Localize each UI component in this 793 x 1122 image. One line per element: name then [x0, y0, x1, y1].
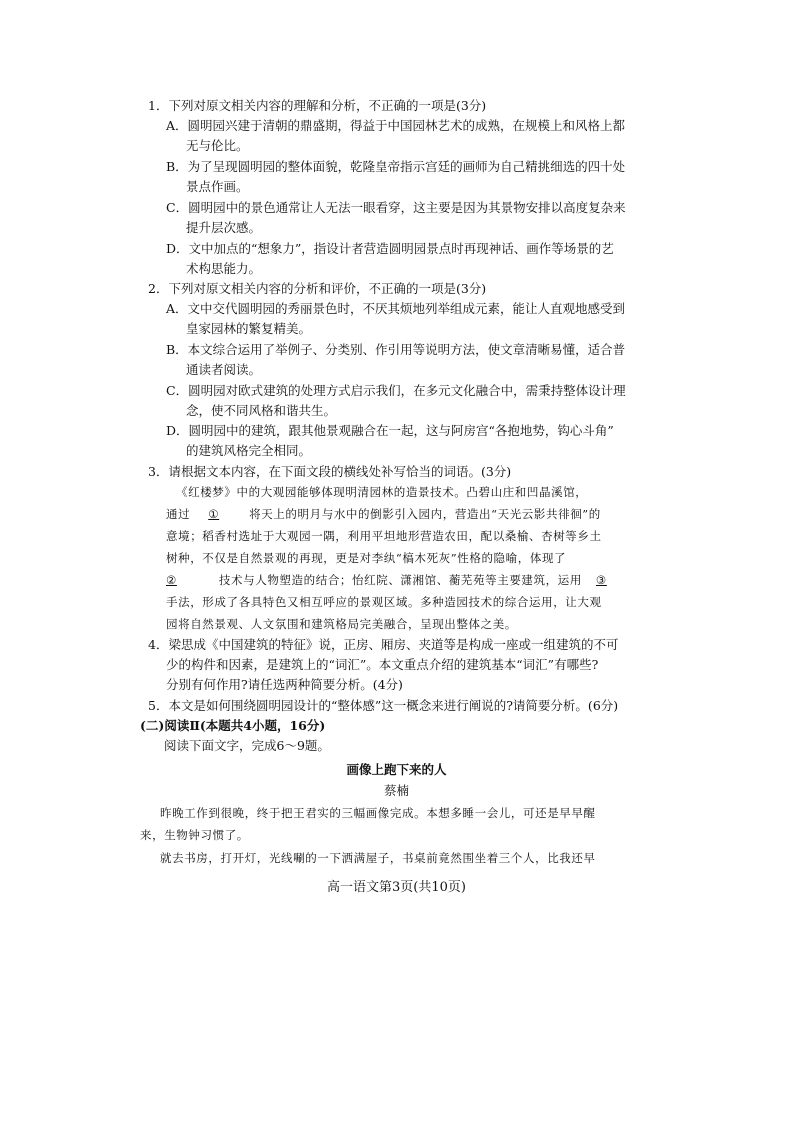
- q3-passage-line-6: 手法，形成了各具特色又相互呼应的景观区域。多种造园技术的综合运用，让大观: [166, 595, 602, 609]
- section-2-title: (二)阅读Ⅱ(本题共4小题，16分): [140, 718, 326, 733]
- q3-blank-1: ①: [208, 507, 220, 521]
- q1-option-c-cont: 提升层次感。: [186, 220, 262, 235]
- q2-option-a-cont: 皇家园林的繁复精美。: [186, 321, 312, 336]
- section-2-instruction: 阅读下面文字，完成6～9题。: [164, 738, 330, 753]
- q2-option-b-cont: 通读者阅读。: [186, 362, 262, 377]
- q3-passage-line-4: 树种，不仅是自然景观的再现，更是对李纨“槁木死灰”性格的隐喻，体现了: [166, 551, 567, 565]
- q3-blank-3: ③: [595, 573, 607, 587]
- q3-line2-rest: 将天上的明月与水中的倒影引入园内，营造出“天光云影共徘徊”的: [249, 507, 601, 521]
- q3-blank-2: ②: [166, 573, 177, 587]
- q3-passage-line-7: 园将自然景观、人文氛围和建筑格局完美融合，呈现出整体之美。: [166, 617, 517, 631]
- page-footer: 高一语文第3页(共10页): [327, 880, 466, 895]
- q3-line2-start: 通过: [166, 507, 191, 521]
- q1-option-b-cont: 景点作画。: [186, 179, 249, 194]
- q3-passage-line-2: [166, 504, 601, 524]
- q5-line-1: 5．本文是如何围绕圆明园设计的“整体感”这一概念来进行阐说的?请简要分析。(6分): [148, 698, 619, 713]
- q3-line5-text: 技术与人物塑造的结合；怡红院、潇湘馆、蘅芜苑等主要建筑，运用: [218, 573, 582, 587]
- q1-option-b: B．为了呈现圆明园的整体面貌，乾隆皇帝指示宫廷的画师为自己精挑细选的四十处: [166, 159, 626, 174]
- q3-passage-line-5: [166, 570, 607, 590]
- q1-option-c: C．圆明园中的景色通常让人无法一眼看穿，这主要是因为其景物安排以高度复杂来: [166, 200, 626, 215]
- q2-option-b: B．本文综合运用了举例子、分类别、作引用等说明方法，使文章清晰易懂，适合普: [166, 342, 626, 357]
- q3-stem: 3．请根据文本内容，在下面文段的横线处补写恰当的词语。(3分): [148, 464, 512, 479]
- q1-option-a: A．圆明园兴建于清朝的鼎盛期，得益于中国园林艺术的成熟，在规模上和风格上都: [166, 118, 626, 133]
- q2-option-d: D．圆明园中的建筑，跟其他景观融合在一起，这与阿房宫“各抱地势，钩心斗角”: [166, 423, 614, 438]
- article-para-1-line-2: 来，生物钟习惯了。: [140, 828, 249, 842]
- q1-option-d: D．文中加点的“想象力”，指设计者营造圆明园景点时再现神话、画作等场景的艺: [166, 241, 614, 256]
- q2-stem: 2．下列对原文相关内容的分析和评价，不正确的一项是(3分): [148, 281, 487, 296]
- q2-option-c-cont: 念，使不同风格和谐共生。: [186, 403, 337, 418]
- article-para-2-line-1: 就去书房，打开灯，光线唰的一下洒满屋子，书桌前竟然围坐着三个人，比我还早: [160, 851, 596, 865]
- q4-line-3: 分别有何作用?请任选两种简要分析。(4分): [166, 677, 403, 692]
- article-author: 蔡楠: [383, 783, 409, 798]
- q3-passage-line-1: 《红楼梦》中的大观园能够体现明清园林的造景技术。凸碧山庄和凹晶溪馆，: [176, 485, 588, 499]
- q3-passage-line-3: 意境；稻香村选址于大观园一隅，利用平坦地形营造农田，配以桑榆、杏树等乡土: [166, 529, 602, 543]
- article-para-1-line-1: 昨晚工作到很晚，终于把王君实的三幅画像完成。本想多睡一会儿，可还是早早醒: [160, 806, 596, 820]
- q4-line-2: 少的构件和因素，是建筑上的“词汇”。本文重点介绍的建筑基本“词汇”有哪些?: [166, 657, 599, 672]
- q2-option-a: A．文中交代圆明园的秀丽景色时，不厌其烦地列举组成元素，能让人直观地感受到: [166, 301, 626, 316]
- q2-option-d-cont: 的建筑风格完全相同。: [186, 443, 312, 458]
- q1-option-a-cont: 无与伦比。: [186, 138, 249, 153]
- q4-line-1: 4．梁思成《中国建筑的特征》说，正房、厢房、夹道等是构成一座或一组建筑的不可: [148, 637, 619, 652]
- article-title: 画像上跑下来的人: [346, 762, 447, 777]
- q1-option-d-cont: 术构思能力。: [186, 261, 262, 276]
- q2-option-c: C．圆明园对欧式建筑的处理方式启示我们，在多元文化融合中，需秉持整体设计理: [166, 383, 626, 398]
- q1-stem: 1．下列对原文相关内容的理解和分析，不正确的一项是(3分): [148, 98, 487, 113]
